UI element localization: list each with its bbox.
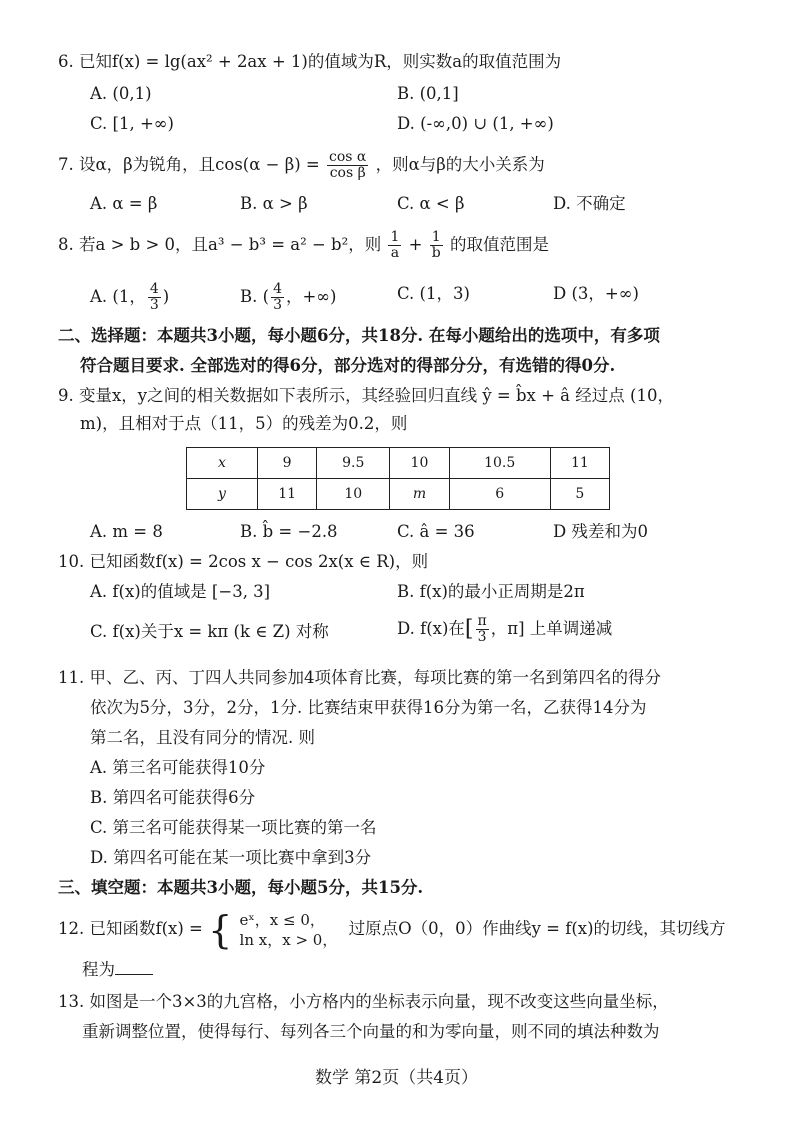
q7-stem-pre: 7. 设α，β为锐角，且cos(α − β) = [58,155,320,174]
q7-option-d: D. 不确定 [553,194,626,213]
q8-option-d: D (3，+∞) [553,284,639,303]
section-2-heading-line1: 二、选择题：本题共3小题，每小题6分，共18分. 在每小题给出的选项中，有多项 [58,326,660,345]
q8-f1-num: 1 [390,229,400,245]
q8-a-frac [148,282,161,313]
q10-option-c: C. f(x)关于x = kπ (k ∈ Z) 对称 [90,622,329,641]
table-cell: m [390,479,449,510]
q9-stem-line1: 9. 变量x，y之间的相关数据如下表所示，其经验回归直线 ŷ = b̂x + â 经过点 (10， [58,386,674,405]
q11-stem-line1: 11. 甲、乙、丙、丁四人共同参加4项体育比赛，每项比赛的第一名到第四名的得分 [58,668,661,687]
q6-option-b: B. (0,1] [397,84,459,103]
table-cell: x [187,448,258,479]
q7-option-c: C. α < β [397,194,465,213]
q8-a-post: ) [162,287,170,306]
q7-option-a: A. α = β [90,194,158,213]
q6-option-d: D. (-∞,0) ∪ (1, +∞) [397,114,554,133]
q7-stem [58,150,545,181]
table-cell: 10 [390,448,449,479]
section-2-heading-line2: 符合题目要求. 全部选对的得6分，部分选对的得部分分，有选错的得0分. [80,356,616,375]
q11-option-d: D. 第四名可能在某一项比赛中拿到3分 [90,848,372,867]
q7-option-b: B. α > β [240,194,308,213]
q8-stem-pre: 8. 若a > b > 0，且a³ − b³ = a² − b²，则 [58,235,382,254]
q8-f1-den: a [390,245,400,261]
q12-post: 过原点O（0，0）作曲线y = f(x)的切线，其切线方 [348,919,726,938]
q7-frac-den: cos β [329,165,366,181]
q8-b-post: ，+∞) [285,287,337,306]
q7-frac-num: cos α [329,149,367,165]
q12-pre: 12. 已知函数f(x) = [58,919,203,938]
q8-f2-den: b [431,245,441,261]
q8-stem-post: 的取值范围是 [449,235,549,254]
q8-option-c: C. (1，3) [397,284,470,303]
q10-option-b: B. f(x)的最小正周期是2π [397,582,585,601]
table-cell: y [187,479,258,510]
q9-option-a: A. m = 8 [90,522,163,541]
q6-option-a: A. (0,1) [90,84,152,103]
q10-option-d: D. f(x)在[ $\frac{\pi}{3}$ ，π] 上单调递减 [397,613,613,645]
q8-b-pre: B. ( [240,287,270,306]
q8-fraction-2 [430,230,443,261]
section-3-heading: 三、填空题：本题共3小题，每小题5分，共15分. [58,878,424,897]
table-cell: 11 [550,448,609,479]
q12-brace: { [208,907,233,952]
q10-d-frac [476,614,489,645]
q11-option-b: B. 第四名可能获得6分 [90,788,256,807]
q12-answer-blank[interactable] [115,958,153,975]
table-row-x [187,448,610,479]
q10-d-num: π [477,613,487,629]
q9-data-table [186,447,610,510]
q6-option-c: C. [1, +∞) [90,114,174,133]
table-cell: 9.5 [317,448,390,479]
table-cell: 5 [550,479,609,510]
q7-stem-post: ，则α与β的大小关系为 [375,155,545,174]
q11-stem-line3: 第二名，且没有同分的情况. 则 [90,728,315,747]
q8-a-num: 4 [149,281,159,297]
page-footer: 数学 第2页（共4页） [314,1068,479,1088]
q8-f2-num: 1 [430,230,443,246]
q10-stem: 10. 已知函数f(x) = 2cos x − cos 2x(x ∈ R)，则 [58,552,429,571]
q8-plus: + [408,235,423,254]
q12-case-2: ln x，x > 0， [239,930,338,949]
q12-line2-text: 程为 [82,960,115,979]
q8-b-num: 4 [273,281,282,297]
q13-stem-line1: 13. 如图是一个3×3的九宫格，小方格内的坐标表示向量，现不改变这些向量坐标， [58,992,669,1011]
table-cell: 6 [449,479,550,510]
q8-stem [58,230,549,261]
q12-cases [240,910,338,950]
q8-option-b [240,282,337,313]
q9-option-d: D 残差和为0 [553,522,648,541]
q9-stem-line2: m)，且相对于点（11，5）的残差为0.2，则 [80,414,408,433]
q6-stem: 6. 已知f(x) = lg(ax² + 2ax + 1)的值域为R，则实数a的取值范围为 [58,52,562,71]
table-cell: 11 [258,479,317,510]
q8-a-den: 3 [149,297,159,313]
table-row-y [187,479,610,510]
q7-fraction [327,150,368,181]
q8-fraction-1 [388,230,401,261]
q9-option-c: C. â = 36 [397,522,475,541]
q12-stem-line2 [82,958,153,982]
q11-option-a: A. 第三名可能获得10分 [90,758,266,777]
table-cell: 10 [317,479,390,510]
q10-d-pre: D. f(x)在 [397,619,465,638]
q13-stem-line2: 重新调整位置，使得每行、每列各三个向量的和为零向量，则不同的填法种数为 [82,1022,660,1041]
q10-option-a: A. f(x)的值域是 [−3, 3] [90,582,271,601]
q10-d-post: ，π] 上单调递减 [490,619,613,638]
q12-stem [58,904,726,954]
q11-option-c: C. 第三名可能获得某一项比赛的第一名 [90,818,377,837]
q8-a-pre: A. (1， [90,287,146,306]
q8-b-frac [271,282,284,313]
q8-option-a [90,282,169,313]
table-cell: 9 [258,448,317,479]
table-cell: 10.5 [449,448,550,479]
q12-case-1: eˣ，x ≤ 0， [239,910,325,929]
q9-option-b: B. b̂ = −2.8 [240,522,338,541]
q11-stem-line2: 依次为5分，3分，2分，1分. 比赛结束甲获得16分为第一名，乙获得14分为 [90,698,647,717]
q8-b-den: 3 [273,297,282,313]
q10-d-den: 3 [477,629,487,645]
